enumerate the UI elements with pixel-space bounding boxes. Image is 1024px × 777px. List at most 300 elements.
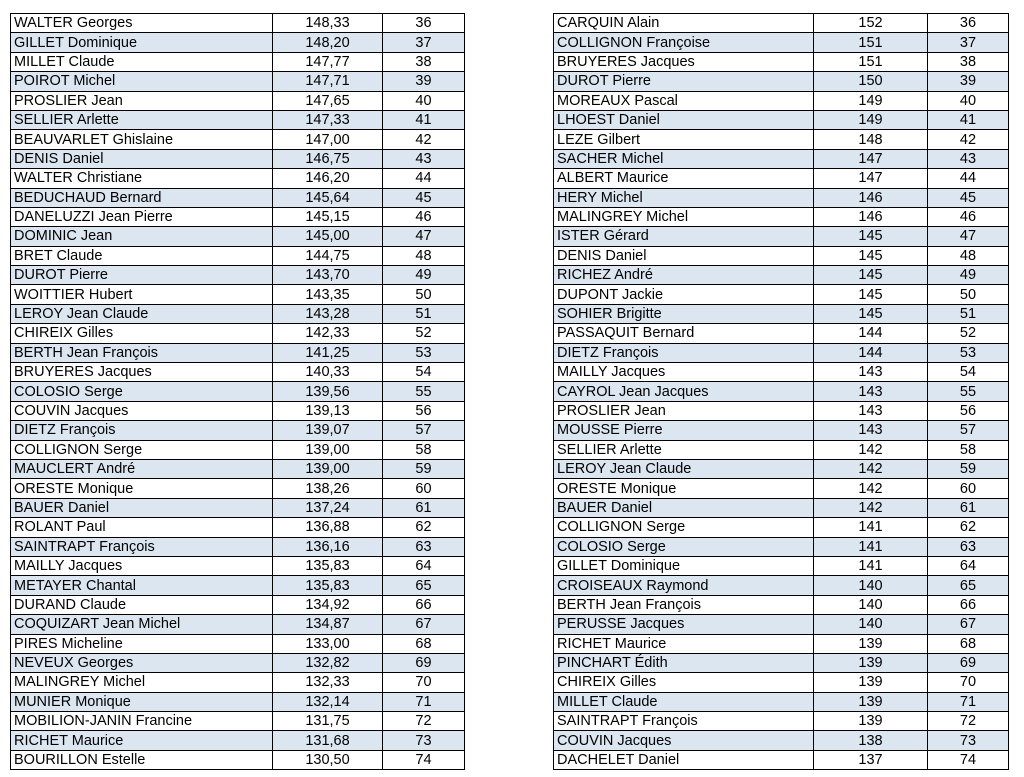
score-cell: 141 (814, 537, 928, 556)
table-row (11, 595, 465, 614)
rank-cell: 52 (928, 324, 1009, 343)
table-row (554, 595, 1009, 614)
table-row (11, 246, 465, 265)
table-row (11, 52, 465, 71)
player-name-cell: DURAND Claude (11, 595, 273, 614)
rank-cell: 48 (383, 246, 465, 265)
table-row (11, 227, 465, 246)
table-row (554, 169, 1009, 188)
rank-cell: 52 (383, 324, 465, 343)
player-name-cell: CROISEAUX Raymond (554, 576, 814, 595)
player-name-cell: MOBILION-JANIN Francine (11, 712, 273, 731)
score-cell: 131,75 (273, 712, 383, 731)
rank-cell: 70 (928, 673, 1009, 692)
score-cell: 142 (814, 498, 928, 517)
table-row (554, 518, 1009, 537)
rank-cell: 57 (383, 421, 465, 440)
table-row (11, 382, 465, 401)
rank-cell: 59 (383, 459, 465, 478)
player-name-cell: MAUCLERT André (11, 459, 273, 478)
rank-cell: 51 (928, 304, 1009, 323)
player-name-cell: MAILLY Jacques (11, 556, 273, 575)
rank-cell: 51 (383, 304, 465, 323)
table-row (11, 673, 465, 692)
player-name-cell: DUPONT Jackie (554, 285, 814, 304)
player-name-cell: PIRES Micheline (11, 634, 273, 653)
rank-cell: 46 (383, 207, 465, 226)
player-name-cell: NEVEUX Georges (11, 653, 273, 672)
score-cell: 139 (814, 692, 928, 711)
player-name-cell: CHIREIX Gilles (554, 673, 814, 692)
player-name-cell: WOITTIER Hubert (11, 285, 273, 304)
table-row (554, 52, 1009, 71)
table-row (554, 401, 1009, 420)
table-row (11, 149, 465, 168)
table-row (554, 246, 1009, 265)
table-row (11, 440, 465, 459)
player-name-cell: SACHER Michel (554, 149, 814, 168)
table-row (554, 382, 1009, 401)
rank-cell: 36 (383, 14, 465, 33)
table-row (11, 188, 465, 207)
score-cell: 136,16 (273, 537, 383, 556)
table-row (554, 324, 1009, 343)
table-row (554, 498, 1009, 517)
table-row (554, 615, 1009, 634)
table-row (11, 537, 465, 556)
player-name-cell: ORESTE Monique (11, 479, 273, 498)
rank-cell: 74 (928, 750, 1009, 769)
score-cell: 143 (814, 421, 928, 440)
table-row (554, 537, 1009, 556)
score-cell: 140 (814, 595, 928, 614)
rank-cell: 40 (928, 91, 1009, 110)
table-row (554, 149, 1009, 168)
table-row (11, 91, 465, 110)
player-name-cell: MILLET Claude (11, 52, 273, 71)
score-cell: 138,26 (273, 479, 383, 498)
player-name-cell: PINCHART Édith (554, 653, 814, 672)
player-name-cell: PERUSSE Jacques (554, 615, 814, 634)
player-name-cell: LEROY Jean Claude (11, 304, 273, 323)
table-row (554, 72, 1009, 91)
rank-cell: 53 (383, 343, 465, 362)
rank-cell: 53 (928, 343, 1009, 362)
rank-cell: 43 (928, 149, 1009, 168)
score-cell: 140,33 (273, 363, 383, 382)
rank-cell: 68 (928, 634, 1009, 653)
table-row (11, 556, 465, 575)
score-cell: 143,70 (273, 266, 383, 285)
rank-cell: 70 (383, 673, 465, 692)
rank-cell: 41 (928, 110, 1009, 129)
score-cell: 134,92 (273, 595, 383, 614)
rank-cell: 54 (928, 363, 1009, 382)
player-name-cell: POIROT Michel (11, 72, 273, 91)
player-name-cell: DACHELET Daniel (554, 750, 814, 769)
player-name-cell: COLLIGNON Serge (11, 440, 273, 459)
rank-cell: 72 (383, 712, 465, 731)
table-row (554, 33, 1009, 52)
score-cell: 139,00 (273, 459, 383, 478)
player-name-cell: ISTER Gérard (554, 227, 814, 246)
rank-cell: 67 (383, 615, 465, 634)
score-cell: 143,28 (273, 304, 383, 323)
score-cell: 135,83 (273, 556, 383, 575)
score-cell: 139,07 (273, 421, 383, 440)
rank-cell: 50 (928, 285, 1009, 304)
rank-cell: 40 (383, 91, 465, 110)
rank-cell: 66 (928, 595, 1009, 614)
table-row (554, 227, 1009, 246)
table-row (554, 634, 1009, 653)
rank-cell: 69 (383, 653, 465, 672)
score-cell: 144,75 (273, 246, 383, 265)
score-cell: 141 (814, 518, 928, 537)
player-name-cell: GILLET Dominique (11, 33, 273, 52)
table-row (554, 731, 1009, 750)
score-cell: 131,68 (273, 731, 383, 750)
score-cell: 151 (814, 33, 928, 52)
rank-cell: 62 (383, 518, 465, 537)
score-cell: 135,83 (273, 576, 383, 595)
player-name-cell: SOHIER Brigitte (554, 304, 814, 323)
table-row (554, 421, 1009, 440)
rank-cell: 50 (383, 285, 465, 304)
rank-cell: 41 (383, 110, 465, 129)
rank-cell: 61 (383, 498, 465, 517)
player-name-cell: WALTER Christiane (11, 169, 273, 188)
score-cell: 139 (814, 673, 928, 692)
player-name-cell: MOUSSE Pierre (554, 421, 814, 440)
score-cell: 147 (814, 149, 928, 168)
player-name-cell: GILLET Dominique (554, 556, 814, 575)
player-name-cell: DENIS Daniel (11, 149, 273, 168)
table-row (11, 421, 465, 440)
score-cell: 151 (814, 52, 928, 71)
score-cell: 143 (814, 382, 928, 401)
player-name-cell: LHOEST Daniel (554, 110, 814, 129)
player-name-cell: RICHET Maurice (554, 634, 814, 653)
table-row (554, 207, 1009, 226)
rank-cell: 73 (928, 731, 1009, 750)
rank-cell: 63 (383, 537, 465, 556)
score-cell: 142 (814, 440, 928, 459)
table-row (11, 615, 465, 634)
score-cell: 146,75 (273, 149, 383, 168)
table-row (11, 207, 465, 226)
rank-cell: 62 (928, 518, 1009, 537)
score-cell: 148,33 (273, 14, 383, 33)
table-row (11, 304, 465, 323)
player-name-cell: COQUIZART Jean Michel (11, 615, 273, 634)
player-name-cell: CHIREIX Gilles (11, 324, 273, 343)
player-name-cell: BRUYERES Jacques (554, 52, 814, 71)
score-cell: 147 (814, 169, 928, 188)
player-name-cell: DUROT Pierre (554, 72, 814, 91)
table-row (11, 285, 465, 304)
rank-cell: 74 (383, 750, 465, 769)
rank-cell: 61 (928, 498, 1009, 517)
score-cell: 137,24 (273, 498, 383, 517)
score-cell: 143 (814, 363, 928, 382)
rank-cell: 65 (383, 576, 465, 595)
rank-cell: 49 (383, 266, 465, 285)
score-cell: 147,33 (273, 110, 383, 129)
score-cell: 130,50 (273, 750, 383, 769)
table-row (554, 110, 1009, 129)
score-cell: 145,64 (273, 188, 383, 207)
table-row (11, 653, 465, 672)
table-row (11, 72, 465, 91)
rank-cell: 67 (928, 615, 1009, 634)
table-row (554, 285, 1009, 304)
score-cell: 144 (814, 343, 928, 362)
score-cell: 146,20 (273, 169, 383, 188)
table-row (554, 459, 1009, 478)
score-cell: 139,00 (273, 440, 383, 459)
table-row (11, 731, 465, 750)
table-row (554, 692, 1009, 711)
rank-cell: 47 (383, 227, 465, 246)
table-row (554, 556, 1009, 575)
table-row (554, 266, 1009, 285)
player-name-cell: DIETZ François (11, 421, 273, 440)
score-cell: 141,25 (273, 343, 383, 362)
rank-cell: 66 (383, 595, 465, 614)
score-cell: 138 (814, 731, 928, 750)
player-name-cell: DOMINIC Jean (11, 227, 273, 246)
player-name-cell: BERTH Jean François (554, 595, 814, 614)
table-row (554, 653, 1009, 672)
player-name-cell: SELLIER Arlette (11, 110, 273, 129)
table-row (554, 363, 1009, 382)
score-cell: 146 (814, 207, 928, 226)
rank-cell: 57 (928, 421, 1009, 440)
score-cell: 147,65 (273, 91, 383, 110)
ranking-table-right (553, 13, 1009, 770)
rank-cell: 43 (383, 149, 465, 168)
rank-cell: 63 (928, 537, 1009, 556)
score-cell: 145,00 (273, 227, 383, 246)
score-cell: 140 (814, 576, 928, 595)
player-name-cell: DANELUZZI Jean Pierre (11, 207, 273, 226)
table-row (11, 518, 465, 537)
player-name-cell: HERY Michel (554, 188, 814, 207)
rank-cell: 60 (928, 479, 1009, 498)
score-cell: 147,71 (273, 72, 383, 91)
table-row (554, 343, 1009, 362)
table-row (11, 634, 465, 653)
rank-cell: 45 (928, 188, 1009, 207)
rank-cell: 42 (383, 130, 465, 149)
rank-cell: 56 (928, 401, 1009, 420)
table-row (11, 33, 465, 52)
score-cell: 142 (814, 459, 928, 478)
player-name-cell: LEZE Gilbert (554, 130, 814, 149)
rank-cell: 39 (383, 72, 465, 91)
table-row (554, 712, 1009, 731)
score-cell: 133,00 (273, 634, 383, 653)
table-row (11, 130, 465, 149)
score-cell: 145 (814, 266, 928, 285)
table-row (11, 459, 465, 478)
rank-cell: 55 (383, 382, 465, 401)
score-cell: 145 (814, 227, 928, 246)
rank-cell: 60 (383, 479, 465, 498)
rank-cell: 37 (383, 33, 465, 52)
ranking-table-right-body (554, 14, 1009, 770)
score-cell: 150 (814, 72, 928, 91)
rank-cell: 54 (383, 363, 465, 382)
score-cell: 149 (814, 110, 928, 129)
score-cell: 139,56 (273, 382, 383, 401)
score-cell: 145 (814, 304, 928, 323)
player-name-cell: CARQUIN Alain (554, 14, 814, 33)
player-name-cell: METAYER Chantal (11, 576, 273, 595)
rank-cell: 39 (928, 72, 1009, 91)
score-cell: 139,13 (273, 401, 383, 420)
player-name-cell: MILLET Claude (554, 692, 814, 711)
rank-cell: 72 (928, 712, 1009, 731)
player-name-cell: COUVIN Jacques (554, 731, 814, 750)
rank-cell: 55 (928, 382, 1009, 401)
player-name-cell: BAUER Daniel (554, 498, 814, 517)
table-row (11, 324, 465, 343)
score-cell: 146 (814, 188, 928, 207)
rank-cell: 48 (928, 246, 1009, 265)
score-cell: 132,33 (273, 673, 383, 692)
rank-cell: 38 (928, 52, 1009, 71)
rank-cell: 36 (928, 14, 1009, 33)
table-row (11, 712, 465, 731)
ranking-table-left (10, 13, 465, 770)
player-name-cell: BEDUCHAUD Bernard (11, 188, 273, 207)
player-name-cell: BRUYERES Jacques (11, 363, 273, 382)
score-cell: 143,35 (273, 285, 383, 304)
player-name-cell: COLOSIO Serge (11, 382, 273, 401)
score-cell: 145,15 (273, 207, 383, 226)
table-row (554, 188, 1009, 207)
player-name-cell: MALINGREY Michel (554, 207, 814, 226)
player-name-cell: MUNIER Monique (11, 692, 273, 711)
table-row (554, 14, 1009, 33)
rank-cell: 45 (383, 188, 465, 207)
rank-cell: 59 (928, 459, 1009, 478)
player-name-cell: BOURILLON Estelle (11, 750, 273, 769)
player-name-cell: BERTH Jean François (11, 343, 273, 362)
rank-cell: 64 (383, 556, 465, 575)
table-row (11, 498, 465, 517)
rank-cell: 71 (383, 692, 465, 711)
rank-cell: 42 (928, 130, 1009, 149)
player-name-cell: LEROY Jean Claude (554, 459, 814, 478)
player-name-cell: BEAUVARLET Ghislaine (11, 130, 273, 149)
score-cell: 145 (814, 285, 928, 304)
table-row (11, 750, 465, 769)
rank-cell: 37 (928, 33, 1009, 52)
score-cell: 145 (814, 246, 928, 265)
rank-cell: 44 (383, 169, 465, 188)
player-name-cell: COLLIGNON Françoise (554, 33, 814, 52)
score-cell: 132,82 (273, 653, 383, 672)
score-cell: 147,00 (273, 130, 383, 149)
player-name-cell: CAYROL Jean Jacques (554, 382, 814, 401)
table-row (554, 576, 1009, 595)
rank-cell: 58 (928, 440, 1009, 459)
score-cell: 143 (814, 401, 928, 420)
rank-cell: 73 (383, 731, 465, 750)
score-cell: 134,87 (273, 615, 383, 634)
table-row (554, 440, 1009, 459)
player-name-cell: BRET Claude (11, 246, 273, 265)
table-row (554, 479, 1009, 498)
rank-cell: 46 (928, 207, 1009, 226)
player-name-cell: SAINTRAPT François (554, 712, 814, 731)
player-name-cell: RICHET Maurice (11, 731, 273, 750)
table-row (11, 14, 465, 33)
table-row (11, 266, 465, 285)
table-row (554, 91, 1009, 110)
player-name-cell: MALINGREY Michel (11, 673, 273, 692)
player-name-cell: WALTER Georges (11, 14, 273, 33)
score-cell: 139 (814, 712, 928, 731)
table-row (554, 750, 1009, 769)
table-row (11, 576, 465, 595)
player-name-cell: COLOSIO Serge (554, 537, 814, 556)
player-name-cell: COLLIGNON Serge (554, 518, 814, 537)
rank-cell: 38 (383, 52, 465, 71)
rank-cell: 68 (383, 634, 465, 653)
table-row (11, 110, 465, 129)
score-cell: 149 (814, 91, 928, 110)
player-name-cell: PASSAQUIT Bernard (554, 324, 814, 343)
table-row (11, 401, 465, 420)
player-name-cell: ALBERT Maurice (554, 169, 814, 188)
ranking-table-left-body (11, 14, 465, 770)
score-cell: 142,33 (273, 324, 383, 343)
score-cell: 139 (814, 653, 928, 672)
score-cell: 142 (814, 479, 928, 498)
player-name-cell: DUROT Pierre (11, 266, 273, 285)
score-cell: 152 (814, 14, 928, 33)
table-row (554, 130, 1009, 149)
table-row (11, 692, 465, 711)
score-cell: 132,14 (273, 692, 383, 711)
player-name-cell: ROLANT Paul (11, 518, 273, 537)
rank-cell: 71 (928, 692, 1009, 711)
score-cell: 136,88 (273, 518, 383, 537)
rank-cell: 47 (928, 227, 1009, 246)
rank-cell: 44 (928, 169, 1009, 188)
rank-cell: 64 (928, 556, 1009, 575)
score-cell: 140 (814, 615, 928, 634)
player-name-cell: MAILLY Jacques (554, 363, 814, 382)
table-row (554, 673, 1009, 692)
player-name-cell: PROSLIER Jean (11, 91, 273, 110)
score-cell: 144 (814, 324, 928, 343)
rank-cell: 56 (383, 401, 465, 420)
player-name-cell: SELLIER Arlette (554, 440, 814, 459)
score-cell: 147,77 (273, 52, 383, 71)
score-cell: 148 (814, 130, 928, 149)
player-name-cell: DENIS Daniel (554, 246, 814, 265)
player-name-cell: MOREAUX Pascal (554, 91, 814, 110)
score-cell: 141 (814, 556, 928, 575)
table-row (11, 363, 465, 382)
player-name-cell: SAINTRAPT François (11, 537, 273, 556)
rank-cell: 58 (383, 440, 465, 459)
